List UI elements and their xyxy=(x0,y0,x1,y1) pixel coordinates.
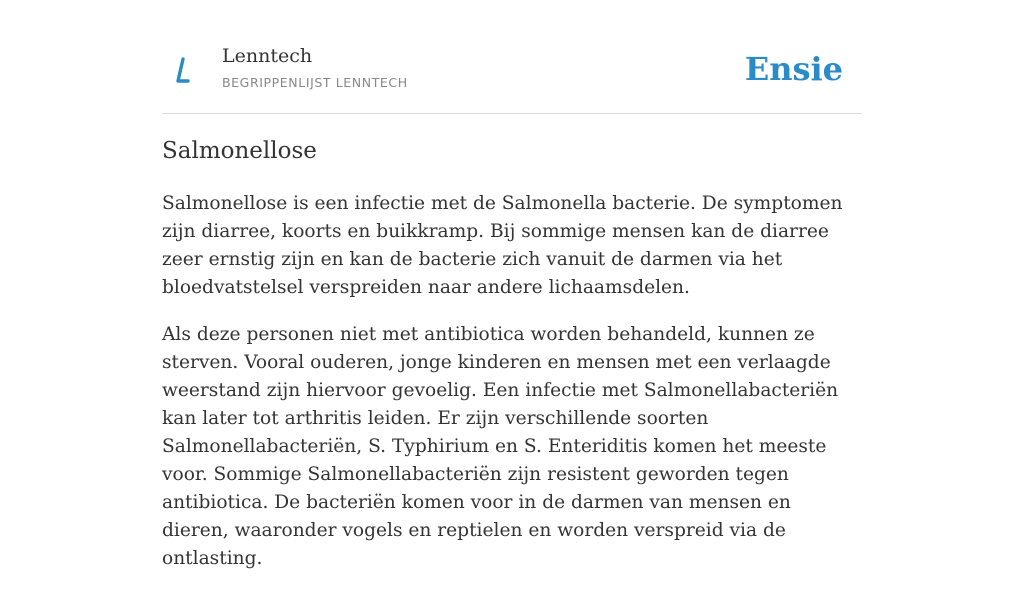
paragraph-1: Salmonellose is een infectie met de Salmonella bacterie. De symptomen zijn diarree, koorts en buikkramp. Bij sommige mensen kan de diarree zeer ernstig zijn en kan de bacterie zich vanuit de darmen via het bloedvatstelsel verspreiden naar andere lichaamsdelen. xyxy=(162,193,843,298)
brand-logo[interactable]: Ensie xyxy=(744,50,843,88)
lenntech-logo-icon[interactable] xyxy=(174,55,198,85)
article-body xyxy=(162,190,862,592)
source-name[interactable]: Lenntech xyxy=(222,45,313,67)
page-title: Salmonellose xyxy=(162,138,317,164)
paragraph-2: Als deze personen niet met antibiotica worden behandeld, kunnen ze sterven. Vooral ouderen, jonge kinderen en mensen met een verlaagde weerstand zijn hiervoor gevoelig. Een infectie met Salmonellabacteriën kan later tot arthritis leiden. Er zijn verschillende soorten Salmonellabacteriën, S. Typhirium en S. Enteriditis komen het meeste voor. Sommige Salmonellabacteriën zijn resistent geworden tegen antibiotica. De bacteriën komen voor in de darmen van mensen en dieren, waaronder vogels en reptielen en worden verspreid via de ontlasting. xyxy=(162,324,839,569)
header xyxy=(162,0,862,114)
content-container xyxy=(162,0,862,569)
source-subtitle[interactable]: BEGRIPPENLIJST LENNTECH xyxy=(222,75,408,90)
